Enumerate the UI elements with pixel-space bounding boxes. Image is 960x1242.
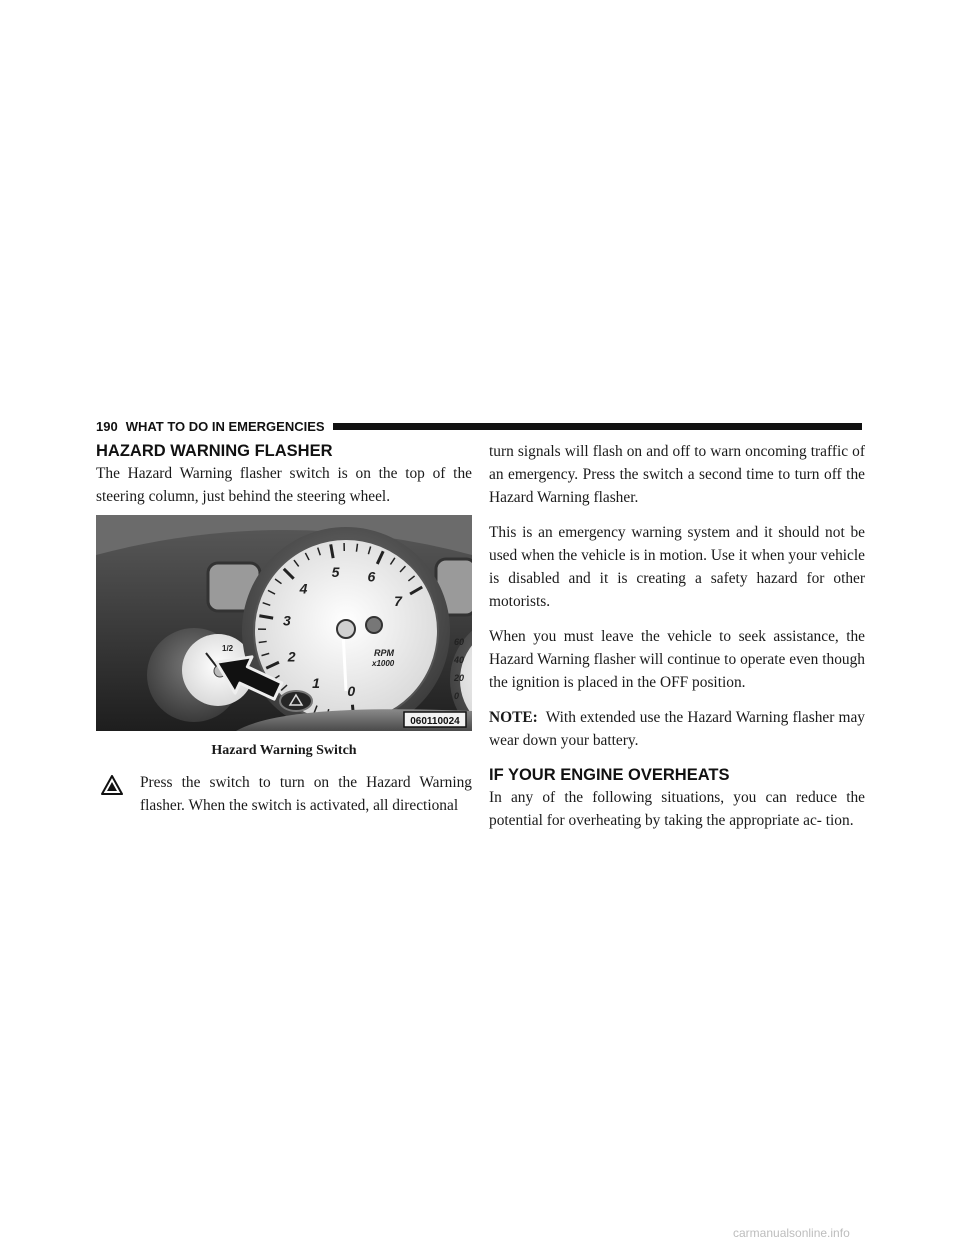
page-header — [96, 417, 862, 435]
section-title: WHAT TO DO IN EMERGENCIES — [125, 418, 325, 434]
overheat-text: In any of the following situations, you can reduce the potential for overheating by taking the appropriate ac- tion. — [489, 789, 865, 829]
rpm-label: RPM — [374, 648, 394, 658]
overheat-heading: IF YOUR ENGINE OVERHEATS — [489, 766, 730, 784]
watermark: carmanualsonline.info — [733, 1226, 850, 1240]
instrument-cluster-illustration — [96, 515, 472, 731]
note-label: NOTE: — [489, 709, 538, 726]
tach-number: 1 — [312, 674, 320, 691]
tach-number: 2 — [287, 648, 296, 665]
warning-block — [96, 771, 472, 817]
tach-tick — [259, 641, 267, 642]
speedo-number: 40 — [454, 655, 465, 665]
hazard-para-2: This is an emergency warning system and it should not be used when the vehicle is in motion. Use it when your vehicle is disabled and it is creating a safety hazard for other motorists. — [489, 524, 865, 610]
tach-number: 0 — [347, 682, 356, 699]
hazard-note — [489, 706, 865, 752]
rpm-multiplier-label: x1000 — [372, 659, 395, 668]
note-text: With extended use the Hazard Warning flasher may wear down your battery. — [489, 709, 865, 749]
hazard-switch-figure — [96, 515, 472, 731]
tach-number: 6 — [367, 568, 376, 585]
speedo-number: 60 — [454, 637, 465, 647]
hazard-body-left: Press the switch to turn on the Hazard Warning flasher. When the switch is activated, all directional — [140, 774, 472, 814]
hazard-intro: The Hazard Warning flasher switch is on the top of the steering column, just behind the steering wheel. — [96, 465, 472, 505]
page-number: 190 — [96, 418, 118, 434]
tach-tick — [356, 544, 357, 552]
figure-code: 060110024 — [410, 716, 460, 727]
header-rule — [333, 423, 862, 430]
hazard-heading: HAZARD WARNING FLASHER — [96, 442, 333, 460]
tach-number: 5 — [331, 563, 340, 580]
left-column — [96, 440, 472, 817]
tach-number: 4 — [299, 580, 308, 597]
right-column — [489, 440, 865, 844]
warning-triangle-icon — [101, 775, 123, 795]
hazard-para-3: When you must leave the vehicle to seek assistance, the Hazard Warning flasher will continue to operate even though the ignition is placed in the OFF position. — [489, 628, 865, 691]
hazard-body-right: turn signals will flash on and off to warn oncoming traffic of an emergency. Press the switch a second time to turn off the Hazard Warning flasher. — [489, 443, 865, 506]
speedo-number: 20 — [454, 673, 465, 683]
tach-number: 7 — [394, 593, 402, 609]
tach-number: 3 — [283, 612, 291, 629]
fuel-half-label: 1/2 — [222, 644, 234, 653]
figure-caption: Hazard Warning Switch — [211, 743, 357, 758]
speedo-number: 0 — [454, 691, 460, 701]
